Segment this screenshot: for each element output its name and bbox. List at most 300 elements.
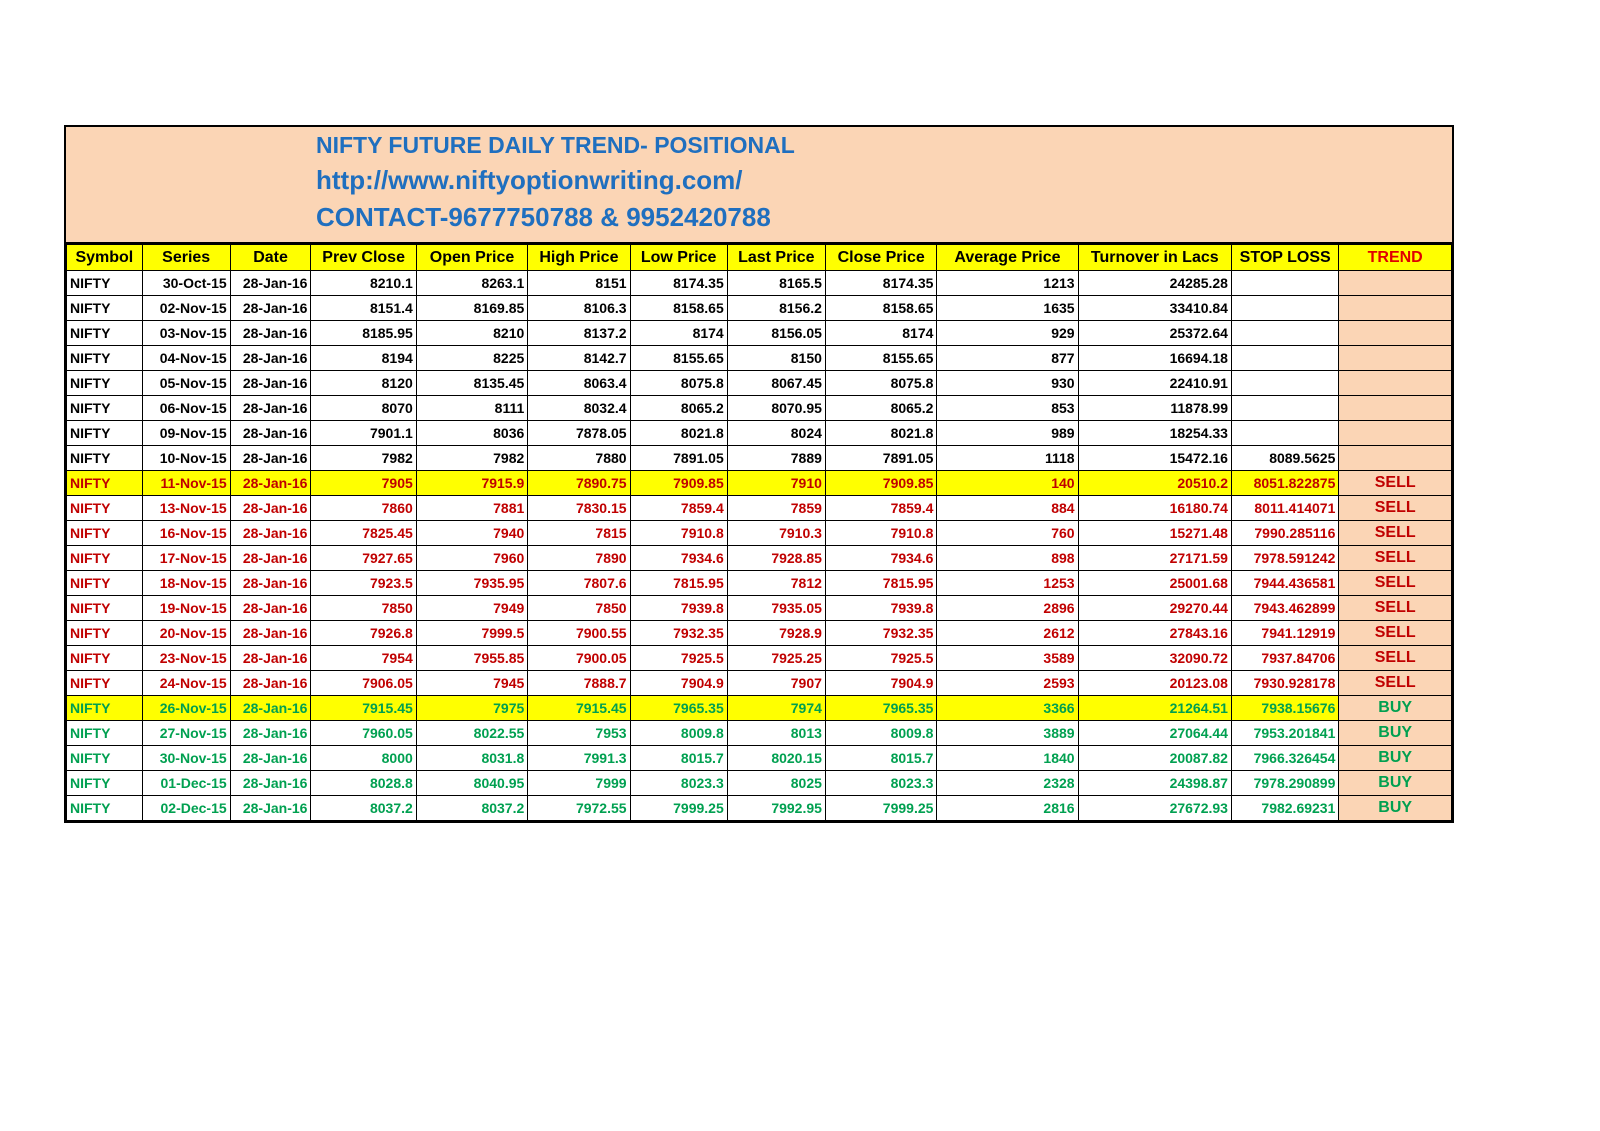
low-price-cell: 7859.4 xyxy=(630,496,727,521)
table-row xyxy=(67,596,1452,621)
table-row xyxy=(67,471,1452,496)
last-price-cell: 7935.05 xyxy=(727,596,825,621)
column-header: Last Price xyxy=(727,245,825,271)
close-price-cell: 7909.85 xyxy=(825,471,936,496)
trend-table xyxy=(66,244,1452,821)
prev-close-cell: 8185.95 xyxy=(311,321,416,346)
prev-close-cell: 7860 xyxy=(311,496,416,521)
high-price-cell: 7807.6 xyxy=(528,571,630,596)
date-cell: 28-Jan-16 xyxy=(230,296,311,321)
turnover-cell: 27171.59 xyxy=(1078,546,1231,571)
table-header xyxy=(67,245,1452,271)
average-price-cell: 140 xyxy=(937,471,1078,496)
close-price-cell: 7859.4 xyxy=(825,496,936,521)
series-cell: 09-Nov-15 xyxy=(142,421,230,446)
low-price-cell: 7965.35 xyxy=(630,696,727,721)
symbol-cell: NIFTY xyxy=(67,521,143,546)
turnover-cell: 25001.68 xyxy=(1078,571,1231,596)
prev-close-cell: 8000 xyxy=(311,746,416,771)
average-price-cell: 760 xyxy=(937,521,1078,546)
symbol-cell: NIFTY xyxy=(67,571,143,596)
date-cell: 28-Jan-16 xyxy=(230,796,311,821)
column-header: Prev Close xyxy=(311,245,416,271)
prev-close-cell: 7850 xyxy=(311,596,416,621)
close-price-cell: 8021.8 xyxy=(825,421,936,446)
column-header: TREND xyxy=(1339,245,1452,271)
table-row xyxy=(67,521,1452,546)
average-price-cell: 2612 xyxy=(937,621,1078,646)
trend-cell: SELL xyxy=(1339,546,1452,571)
turnover-cell: 15271.48 xyxy=(1078,521,1231,546)
table-row xyxy=(67,671,1452,696)
table-row xyxy=(67,721,1452,746)
table-row xyxy=(67,396,1452,421)
open-price-cell: 8169.85 xyxy=(416,296,527,321)
last-price-cell: 7974 xyxy=(727,696,825,721)
trend-cell xyxy=(1339,346,1452,371)
date-cell: 28-Jan-16 xyxy=(230,646,311,671)
average-price-cell: 2816 xyxy=(937,796,1078,821)
table-row xyxy=(67,646,1452,671)
open-price-cell: 8135.45 xyxy=(416,371,527,396)
high-price-cell: 7815 xyxy=(528,521,630,546)
high-price-cell: 8137.2 xyxy=(528,321,630,346)
column-header: Turnover in Lacs xyxy=(1078,245,1231,271)
average-price-cell: 3589 xyxy=(937,646,1078,671)
table-row xyxy=(67,421,1452,446)
stop-loss-cell xyxy=(1231,396,1338,421)
stop-loss-cell: 7953.201841 xyxy=(1231,721,1338,746)
low-price-cell: 7891.05 xyxy=(630,446,727,471)
close-price-cell: 8075.8 xyxy=(825,371,936,396)
prev-close-cell: 7901.1 xyxy=(311,421,416,446)
close-price-cell: 7904.9 xyxy=(825,671,936,696)
stop-loss-cell: 7930.928178 xyxy=(1231,671,1338,696)
date-cell: 28-Jan-16 xyxy=(230,496,311,521)
last-price-cell: 8070.95 xyxy=(727,396,825,421)
turnover-cell: 20087.82 xyxy=(1078,746,1231,771)
trend-cell xyxy=(1339,396,1452,421)
series-cell: 04-Nov-15 xyxy=(142,346,230,371)
trend-cell: SELL xyxy=(1339,596,1452,621)
turnover-cell: 27064.44 xyxy=(1078,721,1231,746)
low-price-cell: 8009.8 xyxy=(630,721,727,746)
last-price-cell: 7925.25 xyxy=(727,646,825,671)
trend-cell xyxy=(1339,271,1452,296)
table-row xyxy=(67,496,1452,521)
symbol-cell: NIFTY xyxy=(67,746,143,771)
high-price-cell: 8142.7 xyxy=(528,346,630,371)
date-cell: 28-Jan-16 xyxy=(230,446,311,471)
close-price-cell: 8015.7 xyxy=(825,746,936,771)
prev-close-cell: 7905 xyxy=(311,471,416,496)
table-row xyxy=(67,696,1452,721)
low-price-cell: 8015.7 xyxy=(630,746,727,771)
open-price-cell: 7945 xyxy=(416,671,527,696)
stop-loss-cell xyxy=(1231,371,1338,396)
open-price-cell: 8036 xyxy=(416,421,527,446)
table-row xyxy=(67,271,1452,296)
header-row xyxy=(67,245,1452,271)
last-price-cell: 8020.15 xyxy=(727,746,825,771)
symbol-cell: NIFTY xyxy=(67,371,143,396)
column-header: Symbol xyxy=(67,245,143,271)
series-cell: 11-Nov-15 xyxy=(142,471,230,496)
stop-loss-cell: 7982.69231 xyxy=(1231,796,1338,821)
high-price-cell: 7991.3 xyxy=(528,746,630,771)
turnover-cell: 15472.16 xyxy=(1078,446,1231,471)
turnover-cell: 16180.74 xyxy=(1078,496,1231,521)
symbol-cell: NIFTY xyxy=(67,646,143,671)
symbol-cell: NIFTY xyxy=(67,621,143,646)
open-price-cell: 7915.9 xyxy=(416,471,527,496)
last-price-cell: 7889 xyxy=(727,446,825,471)
close-price-cell: 8174 xyxy=(825,321,936,346)
close-price-cell: 8023.3 xyxy=(825,771,936,796)
series-cell: 30-Oct-15 xyxy=(142,271,230,296)
date-cell: 28-Jan-16 xyxy=(230,521,311,546)
high-price-cell: 7972.55 xyxy=(528,796,630,821)
average-price-cell: 989 xyxy=(937,421,1078,446)
open-price-cell: 8022.55 xyxy=(416,721,527,746)
stop-loss-cell: 7943.462899 xyxy=(1231,596,1338,621)
trend-cell: SELL xyxy=(1339,571,1452,596)
series-cell: 02-Nov-15 xyxy=(142,296,230,321)
turnover-cell: 20510.2 xyxy=(1078,471,1231,496)
last-price-cell: 7910.3 xyxy=(727,521,825,546)
close-price-cell: 7891.05 xyxy=(825,446,936,471)
open-price-cell: 7999.5 xyxy=(416,621,527,646)
table-row xyxy=(67,546,1452,571)
website-url: http://www.niftyoptionwriting.com/ xyxy=(316,165,743,195)
trend-cell: SELL xyxy=(1339,521,1452,546)
average-price-cell: 3889 xyxy=(937,721,1078,746)
last-price-cell: 7928.85 xyxy=(727,546,825,571)
turnover-cell: 33410.84 xyxy=(1078,296,1231,321)
open-price-cell: 7881 xyxy=(416,496,527,521)
turnover-cell: 11878.99 xyxy=(1078,396,1231,421)
last-price-cell: 8025 xyxy=(727,771,825,796)
average-price-cell: 1118 xyxy=(937,446,1078,471)
close-price-cell: 7925.5 xyxy=(825,646,936,671)
low-price-cell: 7939.8 xyxy=(630,596,727,621)
symbol-cell: NIFTY xyxy=(67,696,143,721)
open-price-cell: 8040.95 xyxy=(416,771,527,796)
stop-loss-cell xyxy=(1231,321,1338,346)
series-cell: 20-Nov-15 xyxy=(142,621,230,646)
low-price-cell: 8075.8 xyxy=(630,371,727,396)
series-cell: 23-Nov-15 xyxy=(142,646,230,671)
trend-cell: BUY xyxy=(1339,721,1452,746)
last-price-cell: 7992.95 xyxy=(727,796,825,821)
stop-loss-cell: 7944.436581 xyxy=(1231,571,1338,596)
table-row xyxy=(67,371,1452,396)
open-price-cell: 8225 xyxy=(416,346,527,371)
turnover-cell: 20123.08 xyxy=(1078,671,1231,696)
column-header: Date xyxy=(230,245,311,271)
trend-cell: SELL xyxy=(1339,471,1452,496)
prev-close-cell: 7954 xyxy=(311,646,416,671)
date-cell: 28-Jan-16 xyxy=(230,721,311,746)
stop-loss-cell xyxy=(1231,271,1338,296)
open-price-cell: 8111 xyxy=(416,396,527,421)
trend-cell xyxy=(1339,446,1452,471)
prev-close-cell: 8210.1 xyxy=(311,271,416,296)
symbol-cell: NIFTY xyxy=(67,546,143,571)
symbol-cell: NIFTY xyxy=(67,271,143,296)
symbol-cell: NIFTY xyxy=(67,721,143,746)
trend-cell xyxy=(1339,321,1452,346)
average-price-cell: 2328 xyxy=(937,771,1078,796)
date-cell: 28-Jan-16 xyxy=(230,771,311,796)
close-price-cell: 7934.6 xyxy=(825,546,936,571)
symbol-cell: NIFTY xyxy=(67,796,143,821)
trend-cell: BUY xyxy=(1339,796,1452,821)
stop-loss-cell: 7941.12919 xyxy=(1231,621,1338,646)
close-price-cell: 7815.95 xyxy=(825,571,936,596)
stop-loss-cell xyxy=(1231,296,1338,321)
date-cell: 28-Jan-16 xyxy=(230,746,311,771)
last-price-cell: 8156.05 xyxy=(727,321,825,346)
trend-cell: SELL xyxy=(1339,671,1452,696)
turnover-cell: 27843.16 xyxy=(1078,621,1231,646)
stop-loss-cell xyxy=(1231,421,1338,446)
series-cell: 30-Nov-15 xyxy=(142,746,230,771)
high-price-cell: 8032.4 xyxy=(528,396,630,421)
low-price-cell: 8023.3 xyxy=(630,771,727,796)
series-cell: 06-Nov-15 xyxy=(142,396,230,421)
turnover-cell: 16694.18 xyxy=(1078,346,1231,371)
high-price-cell: 7830.15 xyxy=(528,496,630,521)
trend-sheet xyxy=(64,125,1454,823)
symbol-cell: NIFTY xyxy=(67,596,143,621)
turnover-cell: 27672.93 xyxy=(1078,796,1231,821)
open-price-cell: 8263.1 xyxy=(416,271,527,296)
trend-cell: BUY xyxy=(1339,746,1452,771)
prev-close-cell: 7982 xyxy=(311,446,416,471)
low-price-cell: 8158.65 xyxy=(630,296,727,321)
open-price-cell: 7949 xyxy=(416,596,527,621)
last-price-cell: 8024 xyxy=(727,421,825,446)
table-row xyxy=(67,746,1452,771)
prev-close-cell: 7825.45 xyxy=(311,521,416,546)
column-header: STOP LOSS xyxy=(1231,245,1338,271)
symbol-cell: NIFTY xyxy=(67,321,143,346)
trend-cell: BUY xyxy=(1339,771,1452,796)
prev-close-cell: 7926.8 xyxy=(311,621,416,646)
trend-cell: BUY xyxy=(1339,696,1452,721)
average-price-cell: 1213 xyxy=(937,271,1078,296)
series-cell: 26-Nov-15 xyxy=(142,696,230,721)
average-price-cell: 877 xyxy=(937,346,1078,371)
last-price-cell: 8156.2 xyxy=(727,296,825,321)
turnover-cell: 22410.91 xyxy=(1078,371,1231,396)
last-price-cell: 8150 xyxy=(727,346,825,371)
sheet-title: NIFTY FUTURE DAILY TREND- POSITIONAL xyxy=(316,132,795,158)
date-cell: 28-Jan-16 xyxy=(230,571,311,596)
average-price-cell: 853 xyxy=(937,396,1078,421)
stop-loss-cell xyxy=(1231,346,1338,371)
high-price-cell: 7890.75 xyxy=(528,471,630,496)
series-cell: 17-Nov-15 xyxy=(142,546,230,571)
series-cell: 13-Nov-15 xyxy=(142,496,230,521)
table-row xyxy=(67,771,1452,796)
date-cell: 28-Jan-16 xyxy=(230,546,311,571)
table-row xyxy=(67,321,1452,346)
low-price-cell: 7909.85 xyxy=(630,471,727,496)
high-price-cell: 8106.3 xyxy=(528,296,630,321)
date-cell: 28-Jan-16 xyxy=(230,396,311,421)
series-cell: 02-Dec-15 xyxy=(142,796,230,821)
trend-cell xyxy=(1339,421,1452,446)
last-price-cell: 7928.9 xyxy=(727,621,825,646)
last-price-cell: 7907 xyxy=(727,671,825,696)
prev-close-cell: 7923.5 xyxy=(311,571,416,596)
series-cell: 27-Nov-15 xyxy=(142,721,230,746)
symbol-cell: NIFTY xyxy=(67,296,143,321)
high-price-cell: 7890 xyxy=(528,546,630,571)
prev-close-cell: 8194 xyxy=(311,346,416,371)
close-price-cell: 7932.35 xyxy=(825,621,936,646)
open-price-cell: 7975 xyxy=(416,696,527,721)
low-price-cell: 8021.8 xyxy=(630,421,727,446)
low-price-cell: 8174.35 xyxy=(630,271,727,296)
open-price-cell: 7940 xyxy=(416,521,527,546)
open-price-cell: 8037.2 xyxy=(416,796,527,821)
series-cell: 03-Nov-15 xyxy=(142,321,230,346)
series-cell: 01-Dec-15 xyxy=(142,771,230,796)
column-header: Open Price xyxy=(416,245,527,271)
date-cell: 28-Jan-16 xyxy=(230,321,311,346)
stop-loss-cell: 8051.822875 xyxy=(1231,471,1338,496)
average-price-cell: 1840 xyxy=(937,746,1078,771)
prev-close-cell: 8070 xyxy=(311,396,416,421)
open-price-cell: 7955.85 xyxy=(416,646,527,671)
symbol-cell: NIFTY xyxy=(67,471,143,496)
date-cell: 28-Jan-16 xyxy=(230,271,311,296)
last-price-cell: 8013 xyxy=(727,721,825,746)
high-price-cell: 7999 xyxy=(528,771,630,796)
high-price-cell: 7878.05 xyxy=(528,421,630,446)
date-cell: 28-Jan-16 xyxy=(230,671,311,696)
close-price-cell: 8065.2 xyxy=(825,396,936,421)
low-price-cell: 8065.2 xyxy=(630,396,727,421)
table-row xyxy=(67,796,1452,821)
close-price-cell: 7965.35 xyxy=(825,696,936,721)
average-price-cell: 898 xyxy=(937,546,1078,571)
prev-close-cell: 8037.2 xyxy=(311,796,416,821)
table-body xyxy=(67,271,1452,821)
turnover-cell: 24398.87 xyxy=(1078,771,1231,796)
date-cell: 28-Jan-16 xyxy=(230,621,311,646)
sheet-header xyxy=(66,127,1452,244)
low-price-cell: 7815.95 xyxy=(630,571,727,596)
average-price-cell: 2593 xyxy=(937,671,1078,696)
close-price-cell: 8009.8 xyxy=(825,721,936,746)
prev-close-cell: 8151.4 xyxy=(311,296,416,321)
average-price-cell: 884 xyxy=(937,496,1078,521)
date-cell: 28-Jan-16 xyxy=(230,346,311,371)
last-price-cell: 8067.45 xyxy=(727,371,825,396)
prev-close-cell: 7906.05 xyxy=(311,671,416,696)
series-cell: 10-Nov-15 xyxy=(142,446,230,471)
trend-cell: SELL xyxy=(1339,621,1452,646)
symbol-cell: NIFTY xyxy=(67,421,143,446)
prev-close-cell: 7915.45 xyxy=(311,696,416,721)
close-price-cell: 7910.8 xyxy=(825,521,936,546)
high-price-cell: 7850 xyxy=(528,596,630,621)
high-price-cell: 8063.4 xyxy=(528,371,630,396)
high-price-cell: 7915.45 xyxy=(528,696,630,721)
trend-cell xyxy=(1339,371,1452,396)
low-price-cell: 7932.35 xyxy=(630,621,727,646)
series-cell: 24-Nov-15 xyxy=(142,671,230,696)
turnover-cell: 25372.64 xyxy=(1078,321,1231,346)
last-price-cell: 7812 xyxy=(727,571,825,596)
symbol-cell: NIFTY xyxy=(67,771,143,796)
symbol-cell: NIFTY xyxy=(67,396,143,421)
table-row xyxy=(67,571,1452,596)
close-price-cell: 8155.65 xyxy=(825,346,936,371)
prev-close-cell: 7927.65 xyxy=(311,546,416,571)
date-cell: 28-Jan-16 xyxy=(230,471,311,496)
low-price-cell: 7934.6 xyxy=(630,546,727,571)
low-price-cell: 7999.25 xyxy=(630,796,727,821)
series-cell: 19-Nov-15 xyxy=(142,596,230,621)
average-price-cell: 1635 xyxy=(937,296,1078,321)
column-header: Close Price xyxy=(825,245,936,271)
high-price-cell: 8151 xyxy=(528,271,630,296)
symbol-cell: NIFTY xyxy=(67,346,143,371)
turnover-cell: 24285.28 xyxy=(1078,271,1231,296)
stop-loss-cell: 7978.290899 xyxy=(1231,771,1338,796)
high-price-cell: 7900.05 xyxy=(528,646,630,671)
turnover-cell: 32090.72 xyxy=(1078,646,1231,671)
turnover-cell: 21264.51 xyxy=(1078,696,1231,721)
average-price-cell: 1253 xyxy=(937,571,1078,596)
table-row xyxy=(67,446,1452,471)
symbol-cell: NIFTY xyxy=(67,446,143,471)
trend-cell: SELL xyxy=(1339,496,1452,521)
low-price-cell: 8174 xyxy=(630,321,727,346)
symbol-cell: NIFTY xyxy=(67,671,143,696)
prev-close-cell: 8120 xyxy=(311,371,416,396)
low-price-cell: 7904.9 xyxy=(630,671,727,696)
open-price-cell: 8210 xyxy=(416,321,527,346)
trend-cell: SELL xyxy=(1339,646,1452,671)
turnover-cell: 29270.44 xyxy=(1078,596,1231,621)
open-price-cell: 7982 xyxy=(416,446,527,471)
low-price-cell: 8155.65 xyxy=(630,346,727,371)
stop-loss-cell: 8089.5625 xyxy=(1231,446,1338,471)
average-price-cell: 3366 xyxy=(937,696,1078,721)
stop-loss-cell: 7990.285116 xyxy=(1231,521,1338,546)
close-price-cell: 8174.35 xyxy=(825,271,936,296)
stop-loss-cell: 7966.326454 xyxy=(1231,746,1338,771)
open-price-cell: 8031.8 xyxy=(416,746,527,771)
high-price-cell: 7900.55 xyxy=(528,621,630,646)
column-header: Average Price xyxy=(937,245,1078,271)
last-price-cell: 8165.5 xyxy=(727,271,825,296)
close-price-cell: 7999.25 xyxy=(825,796,936,821)
stop-loss-cell: 7937.84706 xyxy=(1231,646,1338,671)
high-price-cell: 7888.7 xyxy=(528,671,630,696)
average-price-cell: 929 xyxy=(937,321,1078,346)
column-header: Low Price xyxy=(630,245,727,271)
low-price-cell: 7910.8 xyxy=(630,521,727,546)
close-price-cell: 8158.65 xyxy=(825,296,936,321)
high-price-cell: 7953 xyxy=(528,721,630,746)
